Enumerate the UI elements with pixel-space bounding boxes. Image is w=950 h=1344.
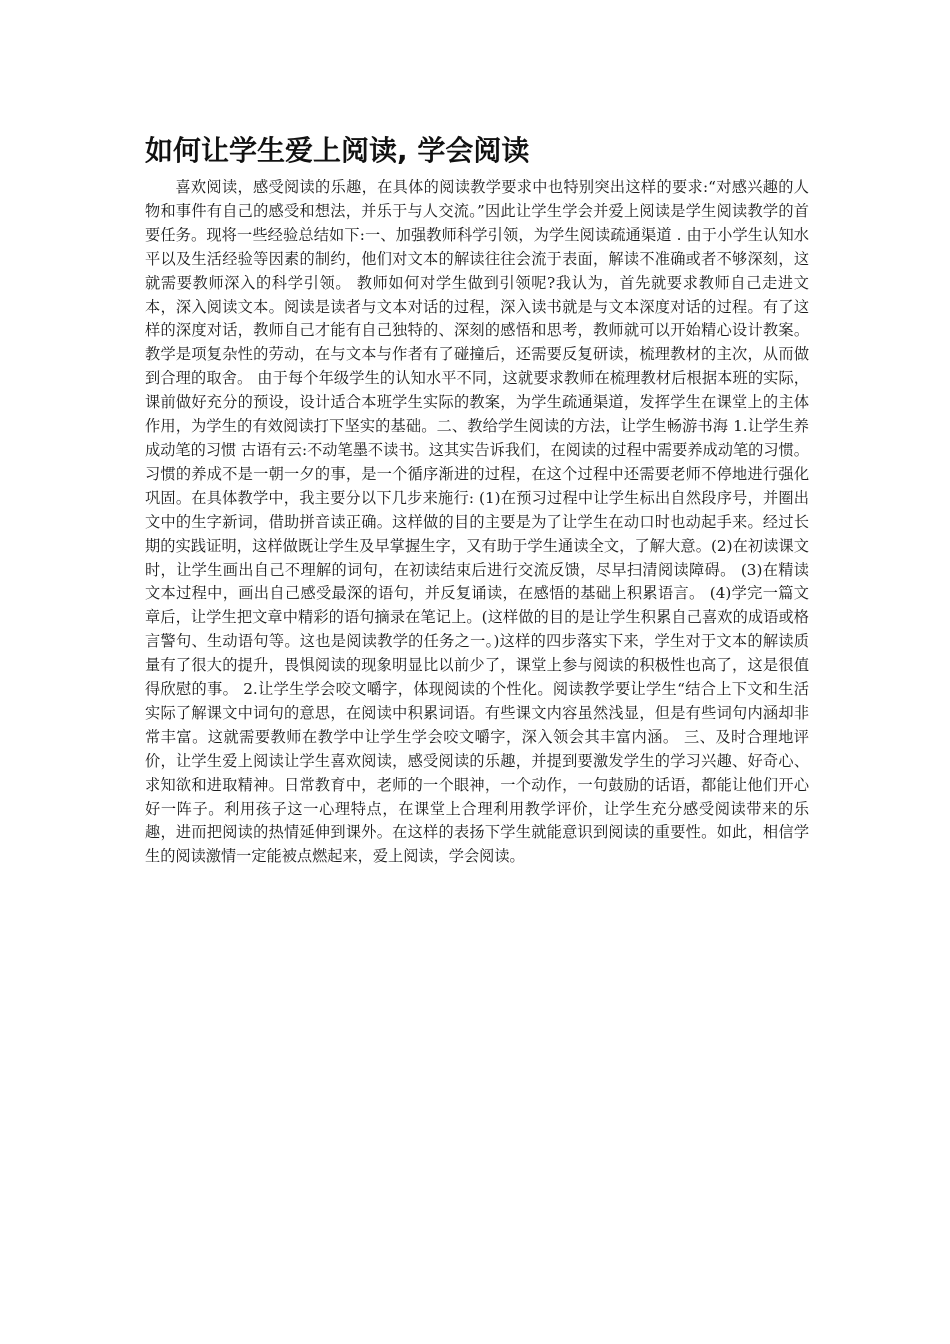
document-body-paragraph: 喜欢阅读，感受阅读的乐趣，在具体的阅读教学要求中也特别突出这样的要求:“对感兴趣的人物和事件有自己的感受和想法，并乐于与人交流。”因此让学生学会并爱上阅读是学生阅读教学的首要任务。现将一些经验总结如下:一、加强教师科学引领，为学生阅读疏通渠道 . 由于小学生认知水平以及生活经验等因素的制约，他们对文本的解读往往会流于表面，解读不准确或者不够深刻，这就需要教师深入的科学引领。 教师如何对学生做到引领呢?我认为，首先就要求教师自己走进文本，深入阅读文本。阅读是读者与文本对话的过程，深入读书就是与文本深度对话的过程。有了这样的深度对话，教师自己才能有自己独特的、深刻的感悟和思考，教师就可以开始精心设计教案。教学是项复杂性的劳动，在与文本与作者有了碰撞后，还需要反复研读，梳理教材的主次，从而做到合理的取舍。 由于每个年级学生的认知水平不同，这就要求教师在梳理教材后根据本班的实际，课前做好充分的预设，设计适合本班学生实际的教案，为学生疏通渠道，发挥学生在课堂上的主体作用，为学生的有效阅读打下坚实的基础。二、教给学生阅读的方法，让学生畅游书海 1.让学生养成动笔的习惯 古语有云:不动笔墨不读书。这其实告诉我们，在阅读的过程中需要养成动笔的习惯。习惯的养成不是一朝一夕的事，是一个循序渐进的过程，在这个过程中还需要老师不停地进行强化巩固。在具体教学中，我主要分以下几步来施行: (1)在预习过程中让学生标出自然段序号，并圈出文中的生字新词，借助拼音读正确。这样做的目的主要是为了让学生在动口时也动起手来。经过长期的实践证明，这样做既让学生及早掌握生字，又有助于学生通读全文，了解大意。(2)在初读课文时，让学生画出自己不理解的词句，在初读结束后进行交流反馈，尽早扫清阅读障碍。 (3)在精读文本过程中，画出自己感受最深的语句，并反复诵读，在感悟的基础上积累语言。 (4)学完一篇文章后，让学生把文章中精彩的语句摘录在笔记上。(这样做的目的是让学生积累自己喜欢的成语或格言警句、生动语句等。这也是阅读教学的任务之一。)这样的四步落实下来，学生对于文本的解读质量有了很大的提升，畏惧阅读的现象明显比以前少了，课堂上参与阅读的积极性也高了，这是很值得欣慰的事。 2.让学生学会咬文嚼字，体现阅读的个性化。阅读教学要让学生“结合上下文和生活实际了解课文中词句的意思，在阅读中积累词语。有些课文内容虽然浅显，但是有些词句内涵却非常丰富。这就需要教师在教学中让学生学会咬文嚼字，深入领会其丰富内涵。 三、及时合理地评价，让学生爱上阅读让学生喜欢阅读，感受阅读的乐趣，并提到要激发学生的学习兴趣、好奇心、求知欲和进取精神。日常教育中，老师的一个眼神，一个动作，一句鼓励的话语，都能让他们开心好一阵子。利用孩子这一心理特点，在课堂上合理利用教学评价，让学生充分感受阅读带来的乐趣，进而把阅读的热情延伸到课外。在这样的表扬下学生就能意识到阅读的重要性。如此，相信学生的阅读激情一定能被点燃起来，爱上阅读，学会阅读。 — [145, 178, 809, 866]
document-title: 如何让学生爱上阅读, 学会阅读 — [145, 134, 530, 167]
